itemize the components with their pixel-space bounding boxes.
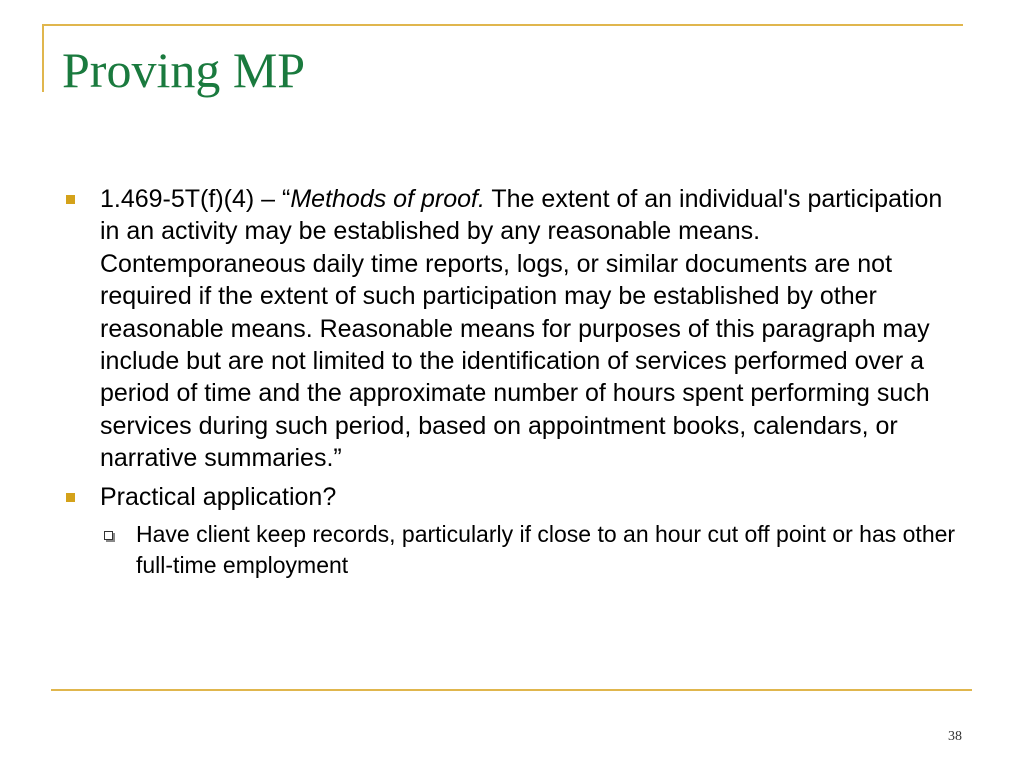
bullet-prefix: 1.469-5T(f)(4) – “ bbox=[100, 185, 291, 213]
bullet-body-text: The extent of an individual's participation in an activity may be established by any reasonable means. Contemporaneous daily time reports, logs, or similar documents are not required if the extent of such participation may be established by other reasonable means. Reasonable means for purposes of this paragraph may include but are not limited to the identification of services performed over a period of time and the approximate number of hours spent performing such services during such period, based on appointment books, calendars, or narrative summaries.” bbox=[100, 185, 943, 473]
sub-bullet-keep-records bbox=[60, 519, 968, 580]
left-rule bbox=[42, 24, 44, 92]
sub-bullet-text: Have client keep records, particularly if close to an hour cut off point or has other full-time employment bbox=[136, 521, 956, 578]
bullet-italic-heading: Methods of proof. bbox=[290, 185, 485, 213]
bullet-practical-application bbox=[60, 481, 968, 513]
slide-title: Proving MP bbox=[62, 42, 306, 98]
square-bullet-icon bbox=[66, 493, 75, 502]
top-rule bbox=[42, 24, 963, 26]
slide-body bbox=[60, 183, 968, 580]
page-number: 38 bbox=[948, 729, 962, 744]
bullet-methods-of-proof bbox=[60, 183, 968, 475]
bullet-text: Practical application? bbox=[100, 482, 337, 511]
square-bullet-icon bbox=[66, 195, 75, 204]
bottom-rule bbox=[51, 689, 972, 691]
hollow-square-bullet-icon bbox=[104, 531, 113, 540]
